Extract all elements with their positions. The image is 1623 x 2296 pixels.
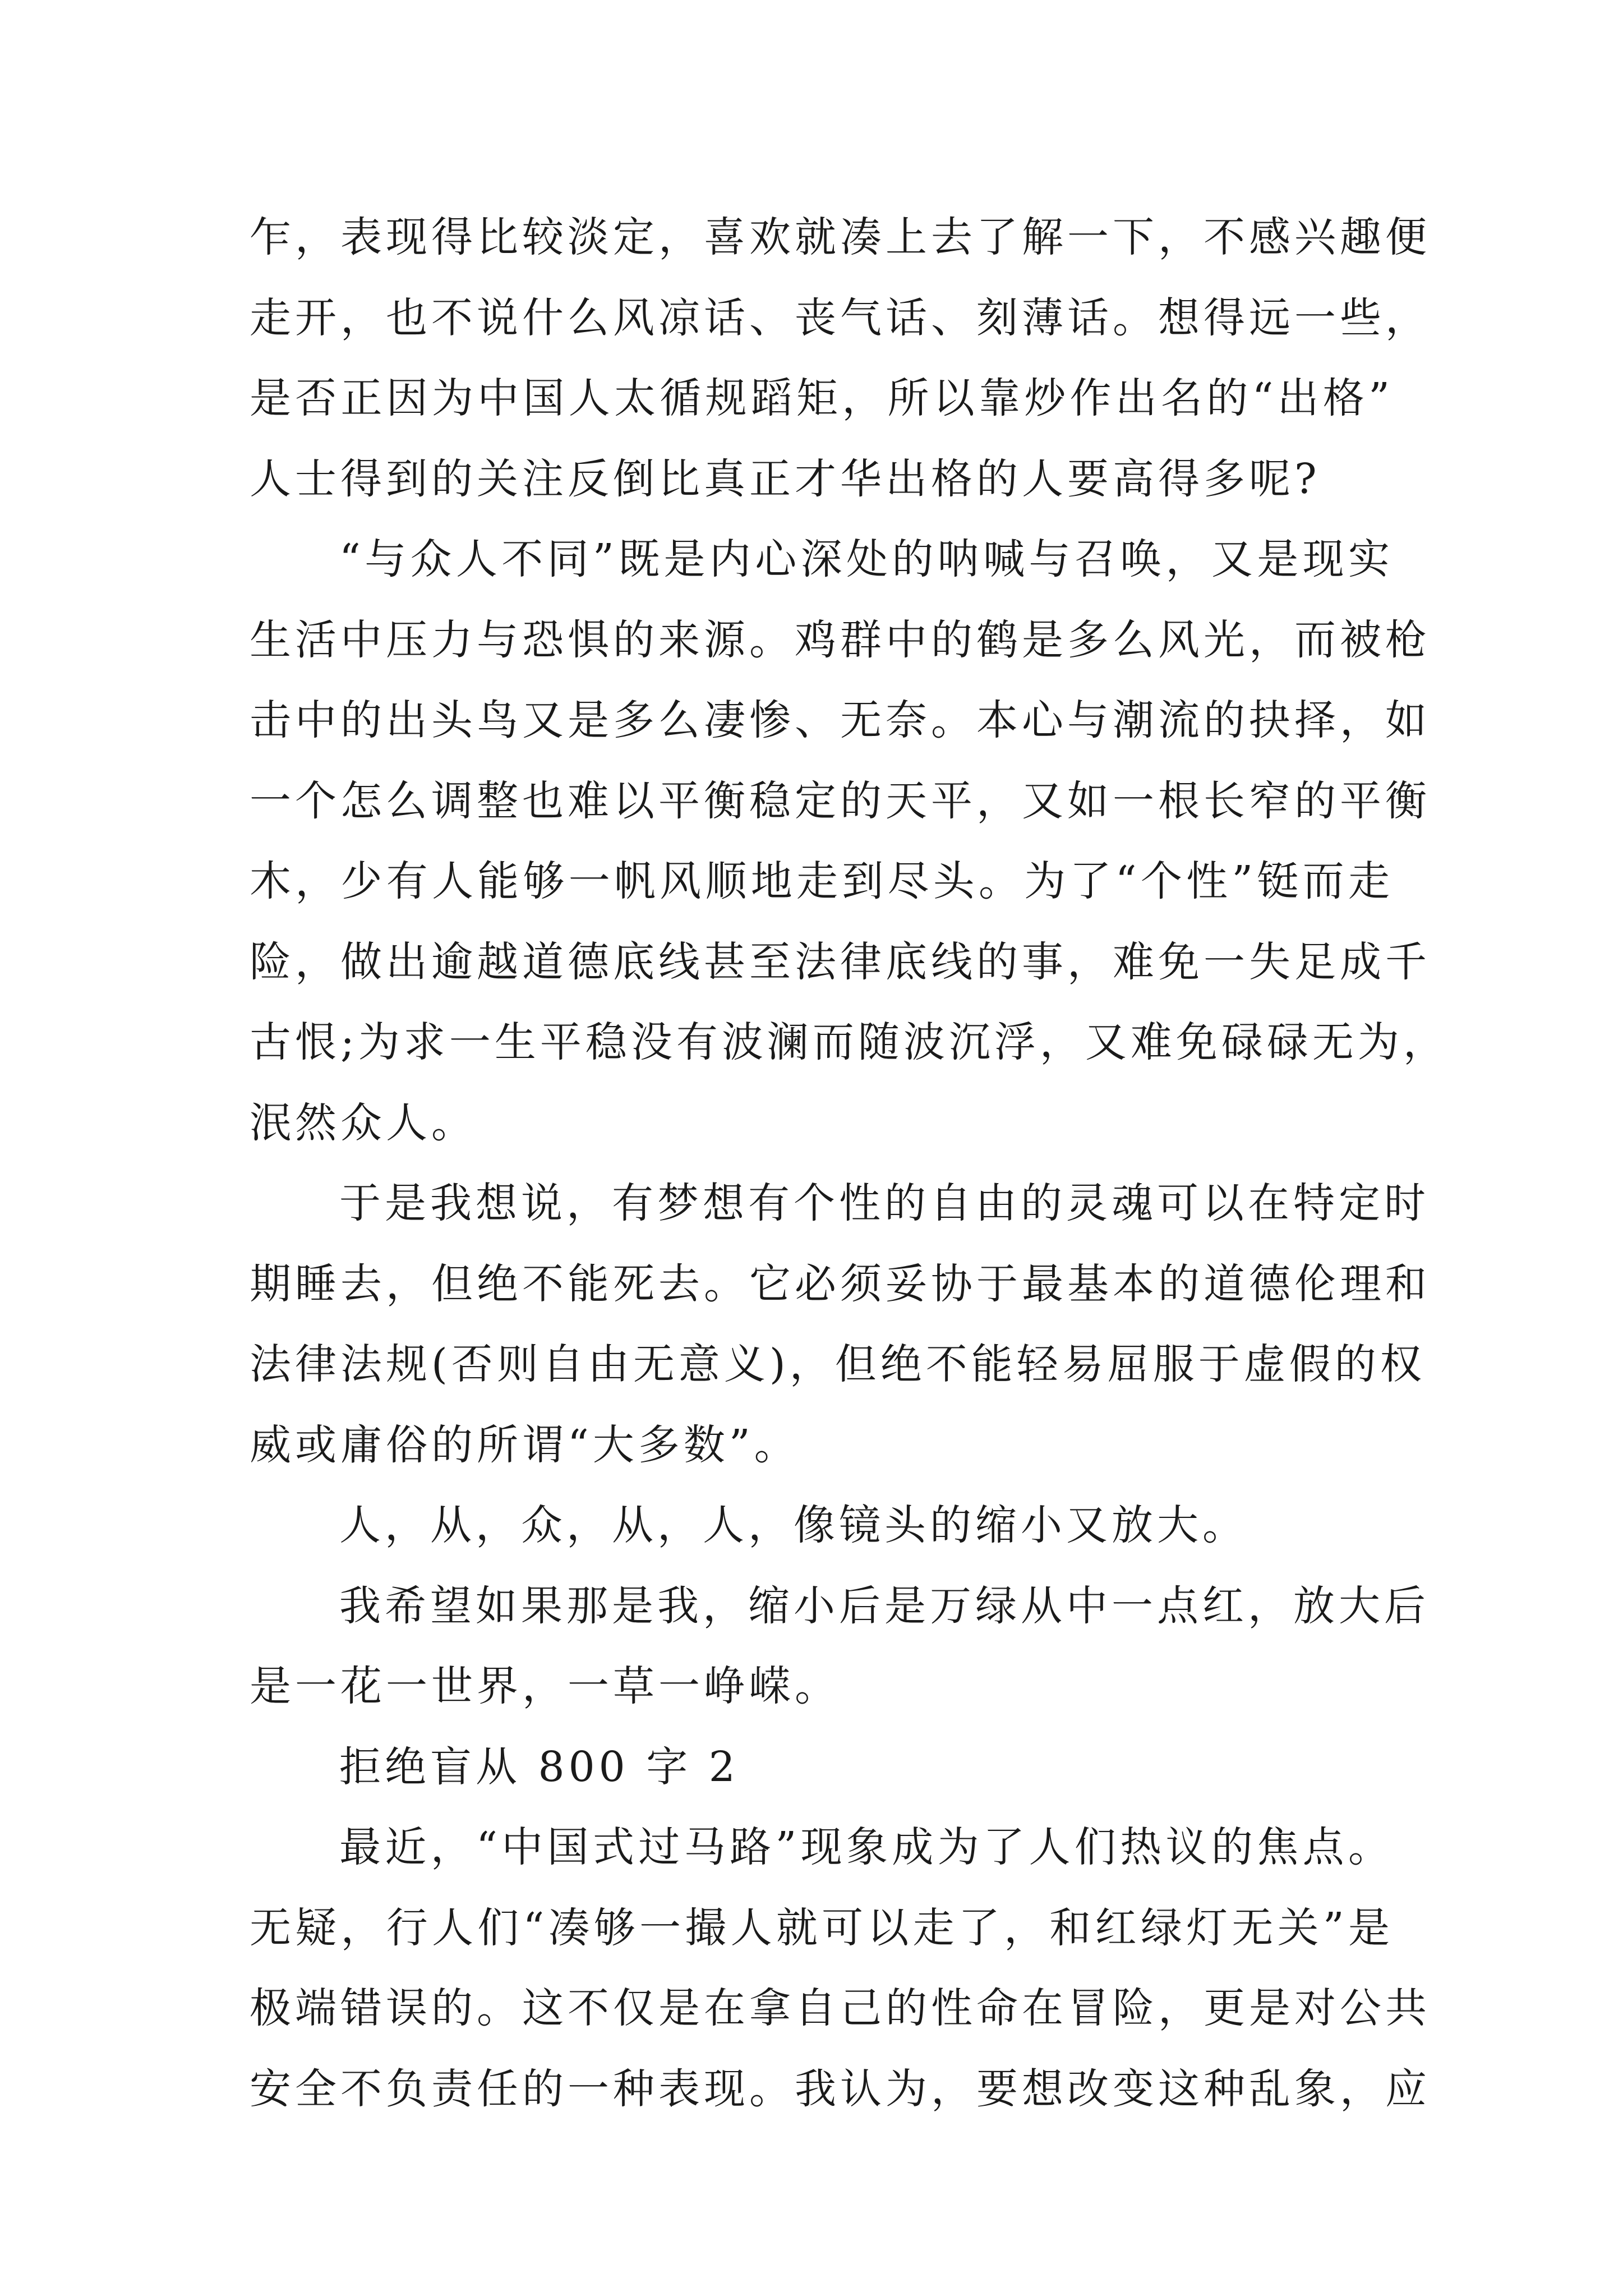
text-line: 安全不负责任的一种表现。我认为，要想改变这种乱象，应 [250, 2064, 1431, 2113]
paragraph-start-line: 人，从，众，从，人，像镜头的缩小又放大。 [339, 1501, 1248, 1549]
text-line: 一个怎么调整也难以平衡稳定的天平，又如一根长窄的平衡 [250, 776, 1431, 825]
paragraph-start-line: 于是我想说，有梦想有个性的自由的灵魂可以在特定时 [339, 1179, 1430, 1227]
text-line: 击中的出头鸟又是多么凄惨、无奈。本心与潮流的抉择，如 [250, 696, 1431, 744]
paragraph-start-line: 最近，“中国式过马路”现象成为了人们热议的焦点。 [339, 1823, 1394, 1871]
text-line: 木，少有人能够一帆风顺地走到尽头。为了“个性”铤而走 [250, 857, 1394, 905]
text-line: 走开，也不说什么风凉话、丧气话、刻薄话。想得远一些， [250, 293, 1431, 342]
text-line: 威或庸俗的所谓“大多数”。 [250, 1420, 800, 1469]
text-line: 险，做出逾越道德底线甚至法律底线的事，难免一失足成千 [250, 937, 1431, 986]
text-line: 古恨;为求一生平稳没有波澜而随波沉浮，又难免碌碌无为， [250, 1018, 1449, 1066]
paragraph-start-line: 我希望如果那是我，缩小后是万绿从中一点红，放大后 [339, 1581, 1430, 1630]
body-text [250, 197, 1449, 2129]
text-line: 期睡去，但绝不能死去。它必须妥协于最基本的道德伦理和 [250, 1259, 1431, 1308]
section-heading: 拒绝盲从 800 字 2 [339, 1742, 739, 1791]
text-line: 泯然众人。 [250, 1098, 477, 1147]
text-line: 乍，表现得比较淡定，喜欢就凑上去了解一下，不感兴趣便 [250, 213, 1431, 261]
text-line: 是一花一世界，一草一峥嵘。 [250, 1662, 840, 1710]
paragraph-start-line: “与众人不同”既是内心深处的呐喊与召唤，又是现实 [339, 535, 1394, 583]
text-line: 生活中压力与恐惧的来源。鸡群中的鹤是多么风光，而被枪 [250, 615, 1431, 664]
text-line: 极端错误的。这不仅是在拿自己的性命在冒险，更是对公共 [250, 1984, 1431, 2032]
text-line: 法律法规(否则自由无意义)，但绝不能轻易屈服于虚假的权 [250, 1340, 1426, 1388]
text-line: 人士得到的关注反倒比真正才华出格的人要高得多呢? [250, 454, 1321, 503]
text-line: 无疑，行人们“凑够一撮人就可以走了，和红绿灯无关”是 [250, 1903, 1394, 1952]
text-line: 是否正因为中国人太循规蹈矩，所以靠炒作出名的“出格” [250, 374, 1394, 422]
